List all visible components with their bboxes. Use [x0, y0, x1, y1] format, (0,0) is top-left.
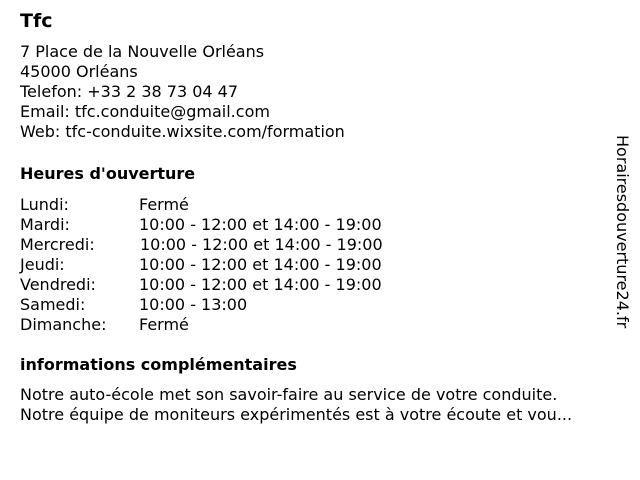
time-value: 10:00 - 13:00	[139, 295, 248, 314]
day-label: Mardi:	[20, 215, 70, 234]
hours-row-mercredi	[20, 235, 610, 255]
time-value: 10:00 - 12:00 et 14:00 - 19:00	[140, 235, 383, 254]
contact-block	[20, 42, 610, 142]
hours-row-dimanche	[20, 315, 610, 335]
watermark-text: Horairesdouverture24.fr	[613, 135, 632, 329]
email-line: Email: tfc.conduite@gmail.com	[20, 102, 270, 121]
day-label: Mercredi:	[20, 235, 95, 254]
hours-table	[20, 195, 610, 335]
day-label: Jeudi:	[20, 255, 65, 274]
address-line-2: 45000 Orléans	[20, 62, 138, 81]
info-line-1: Notre auto-école met son savoir-faire au service de votre conduite.	[20, 385, 558, 404]
day-label: Samedi:	[20, 295, 86, 314]
hours-row-mardi	[20, 215, 610, 235]
business-card	[20, 0, 610, 425]
day-label: Vendredi:	[20, 275, 96, 294]
hours-heading: Heures d'ouverture	[20, 164, 196, 183]
hours-row-jeudi	[20, 255, 610, 275]
day-label: Dimanche:	[20, 315, 107, 334]
time-value: 10:00 - 12:00 et 14:00 - 19:00	[139, 255, 382, 274]
phone-line: Telefon: +33 2 38 73 04 47	[20, 82, 239, 101]
web-line: Web: tfc-conduite.wixsite.com/formation	[20, 122, 345, 141]
time-value: Fermé	[139, 315, 189, 334]
address-line-1: 7 Place de la Nouvelle Orléans	[20, 42, 265, 61]
hours-row-vendredi	[20, 275, 610, 295]
hours-row-lundi	[20, 195, 610, 215]
info-block	[20, 385, 610, 425]
time-value: Fermé	[139, 195, 189, 214]
business-name: Tfc	[20, 10, 53, 32]
info-heading: informations complémentaires	[20, 355, 297, 374]
hours-row-samedi	[20, 295, 610, 315]
info-line-2: Notre équipe de moniteurs expérimentés est à votre écoute et vou...	[20, 405, 573, 424]
day-label: Lundi:	[20, 195, 69, 214]
time-value: 10:00 - 12:00 et 14:00 - 19:00	[139, 215, 382, 234]
time-value: 10:00 - 12:00 et 14:00 - 19:00	[139, 275, 382, 294]
